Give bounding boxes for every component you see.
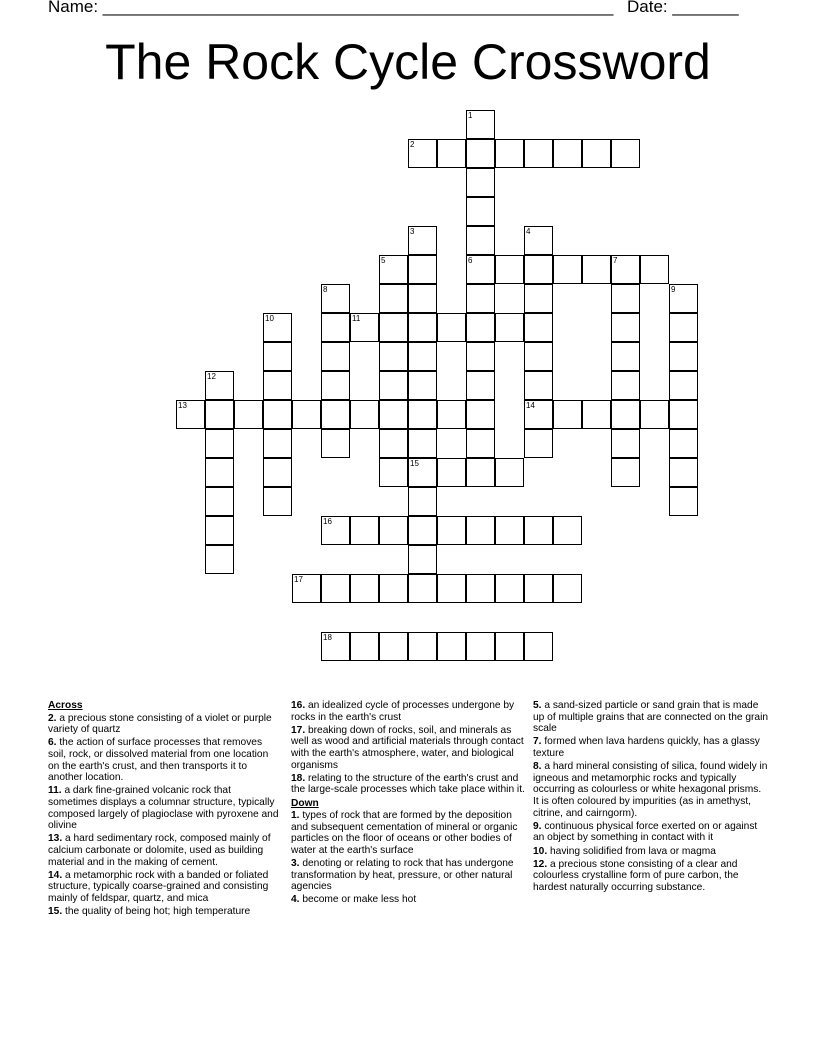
grid-cell[interactable] [263,400,292,429]
clue-down-9: 9. continuous physical force exerted on or against an object by something in contact with it [533,820,758,844]
grid-cell[interactable] [408,545,437,574]
grid-cell[interactable] [292,400,321,429]
clue-number: 15 [410,459,419,468]
grid-cell[interactable] [437,632,466,661]
grid-cell[interactable] [495,255,524,284]
grid-cell[interactable] [466,226,495,255]
clue-number: 16 [323,517,332,526]
clue-number: 2 [410,140,415,149]
grid-cell[interactable] [669,458,698,487]
grid-cell[interactable] [466,632,495,661]
grid-cell[interactable] [321,429,350,458]
grid-cell[interactable] [408,342,437,371]
grid-cell[interactable] [524,429,553,458]
grid-cell[interactable] [350,400,379,429]
grid-cell[interactable] [553,255,582,284]
grid-cell[interactable] [495,574,524,603]
grid-cell[interactable] [495,458,524,487]
clue-across-11: 11. a dark fine-grained volcanic rock that sometimes displays a columnar structure, typically composed largely of plagioclase with pyroxene and olivine [48,785,279,832]
grid-cell[interactable] [524,139,553,168]
grid-cell[interactable] [553,516,582,545]
grid-cell[interactable] [466,516,495,545]
grid-cell[interactable] [611,429,640,458]
grid-cell[interactable] [611,458,640,487]
grid-cell[interactable] [669,371,698,400]
grid-cell[interactable] [524,632,553,661]
grid-cell[interactable] [582,400,611,429]
grid-cell[interactable] [466,371,495,400]
grid-cell[interactable] [263,458,292,487]
grid-cell[interactable] [408,371,437,400]
clue-down-1: 1. types of rock that are formed by the deposition and subsequent cementation of mineral or organic particles on the floor of oceans or other bodies of water at the earth's surface [291,810,518,856]
grid-cell[interactable] [379,342,408,371]
clue-across-15: 15. the quality of being hot; high temperature [48,906,251,918]
grid-cell[interactable] [524,313,553,342]
grid-cell[interactable] [524,284,553,313]
grid-cell[interactable] [582,255,611,284]
grid-cell[interactable] [379,400,408,429]
grid-cell[interactable] [553,139,582,168]
grid-cell[interactable] [669,429,698,458]
grid-cell[interactable] [408,487,437,516]
grid-cell[interactable] [466,284,495,313]
grid-cell[interactable] [408,255,437,284]
grid-cell[interactable] [321,400,350,429]
grid-cell[interactable] [263,371,292,400]
grid-cell[interactable] [611,284,640,313]
grid-cell[interactable] [466,400,495,429]
clue-across-17: 17. breaking down of rocks, soil, and minerals as well as wood and artificial materials through contact with the earth's atmosphere, water, and biological organisms [291,724,524,771]
grid-cell[interactable] [640,400,669,429]
grid-cell[interactable] [379,429,408,458]
grid-cell[interactable] [379,371,408,400]
grid-cell[interactable] [379,458,408,487]
clue-across-16: 16. an idealized cycle of processes undergone by rocks in the earth's crust [291,700,515,723]
clue-number: 17 [294,575,303,584]
clue-number: 10 [265,314,274,323]
clue-across-18: 18. relating to the structure of the earth's crust and the large-scale processes which take place within it. [291,772,525,796]
grid-cell[interactable] [379,574,408,603]
grid-cell[interactable] [379,632,408,661]
grid-cell[interactable] [495,139,524,168]
grid-cell[interactable] [205,516,234,545]
grid-cell[interactable] [350,574,379,603]
clue-number: 8 [323,285,328,294]
grid-cell[interactable] [611,342,640,371]
grid-cell[interactable] [553,400,582,429]
clue-column-1 [48,700,280,919]
grid-cell[interactable] [205,400,234,429]
grid-cell[interactable] [466,458,495,487]
grid-cell[interactable] [466,574,495,603]
clue-number: 18 [323,633,332,642]
grid-cell[interactable] [350,632,379,661]
clue-across-2: 2. a precious stone consisting of a violet or purple variety of quartz [48,712,272,736]
grid-cell[interactable] [379,313,408,342]
clue-number: 6 [468,256,473,265]
grid-cell[interactable] [524,574,553,603]
grid-cell[interactable] [205,545,234,574]
grid-cell[interactable] [437,574,466,603]
clue-down-12: 12. a precious stone consisting of a clear and colourless crystalline form of pure carbon, the hardest naturally occurring substance. [533,858,739,893]
clue-number: 1 [468,111,473,120]
grid-cell[interactable] [466,168,495,197]
grid-cell[interactable] [437,516,466,545]
grid-cell[interactable] [466,313,495,342]
grid-cell[interactable] [263,487,292,516]
grid-cell[interactable] [524,342,553,371]
grid-cell[interactable] [379,284,408,313]
clue-number: 3 [410,227,415,236]
grid-cell[interactable] [321,313,350,342]
grid-cell[interactable] [321,371,350,400]
grid-cell[interactable] [379,516,408,545]
clue-number: 5 [381,256,386,265]
down-heading: Down [291,797,319,809]
clue-down-4: 4. become or make less hot [291,894,417,906]
grid-cell[interactable] [205,487,234,516]
grid-cell[interactable] [611,400,640,429]
grid-cell[interactable] [234,400,263,429]
clue-down-7: 7. formed when lava hardens quickly, has a glassy texture [533,736,760,759]
grid-cell[interactable] [524,255,553,284]
clue-number: 11 [352,314,361,323]
clue-down-8: 8. a hard mineral consisting of silica, found widely in igneous and metamorphic rocks and typically occurring as colourless or white hexagonal prisms. It is often coloured by impurities (as in amethyst, citrine, and cairngorm). [533,761,768,819]
grid-cell[interactable] [669,400,698,429]
clue-number: 14 [526,401,535,410]
grid-cell[interactable] [321,342,350,371]
grid-cell[interactable] [408,284,437,313]
grid-cell[interactable] [350,516,379,545]
grid-cell[interactable] [205,429,234,458]
grid-cell[interactable] [611,371,640,400]
grid-cell[interactable] [669,313,698,342]
across-heading: Across [48,700,83,711]
grid-cell[interactable] [263,342,292,371]
grid-cell[interactable] [553,574,582,603]
grid-cell[interactable] [466,197,495,226]
grid-cell[interactable] [408,313,437,342]
grid-cell[interactable] [408,516,437,545]
clue-across-6: 6. the action of surface processes that removes soil, rock, or dissolved material from one location on the earth's crust, and then transports it to another location. [48,737,269,784]
date-line[interactable]: Date: _______ [627,0,739,16]
grid-cell[interactable] [437,139,466,168]
grid-cell[interactable] [669,342,698,371]
grid-cell[interactable] [437,458,466,487]
grid-cell[interactable] [640,255,669,284]
grid-cell[interactable] [408,400,437,429]
grid-cell[interactable] [495,313,524,342]
clue-down-3: 3. denoting or relating to rock that has undergone transformation by heat, pressure, or other natural agencies [291,858,514,893]
clue-column-3 [533,700,769,895]
grid-cell[interactable] [524,516,553,545]
clue-number: 4 [526,227,531,236]
grid-cell[interactable] [669,487,698,516]
grid-cell[interactable] [437,400,466,429]
clue-number: 9 [671,285,676,294]
grid-cell[interactable] [263,429,292,458]
grid-cell[interactable] [321,574,350,603]
clue-number: 7 [613,256,618,265]
grid-cell[interactable] [582,139,611,168]
clue-number: 13 [178,401,187,410]
grid-cell[interactable] [495,632,524,661]
grid-cell[interactable] [437,313,466,342]
grid-cell[interactable] [466,342,495,371]
clue-down-5: 5. a sand-sized particle or sand grain that is made up of multiple grains that are connected on the grain scale [533,700,769,735]
grid-cell[interactable] [611,313,640,342]
clue-column-2 [291,700,527,908]
grid-cell[interactable] [408,574,437,603]
clue-down-10: 10. having solidified from lava or magma [533,845,716,857]
grid-cell[interactable] [611,139,640,168]
grid-cell[interactable] [495,516,524,545]
clue-across-14: 14. a metamorphic rock with a banded or foliated structure, typically coarse-grained and consisting mainly of feldspar, quartz, and mica [48,869,269,904]
name-line[interactable]: Name: ______________________________________________________ [48,0,614,16]
grid-cell[interactable] [408,632,437,661]
grid-cell[interactable] [466,429,495,458]
grid-cell[interactable] [408,429,437,458]
page-title: The Rock Cycle Crossword [105,34,711,90]
grid-cell[interactable] [524,371,553,400]
clue-number: 12 [207,372,216,381]
clue-across-13: 13. a hard sedimentary rock, composed mainly of calcium carbonate or dolomite, used as building material and in the making of cement. [48,833,271,868]
grid-cell[interactable] [205,458,234,487]
grid-cell[interactable] [466,139,495,168]
